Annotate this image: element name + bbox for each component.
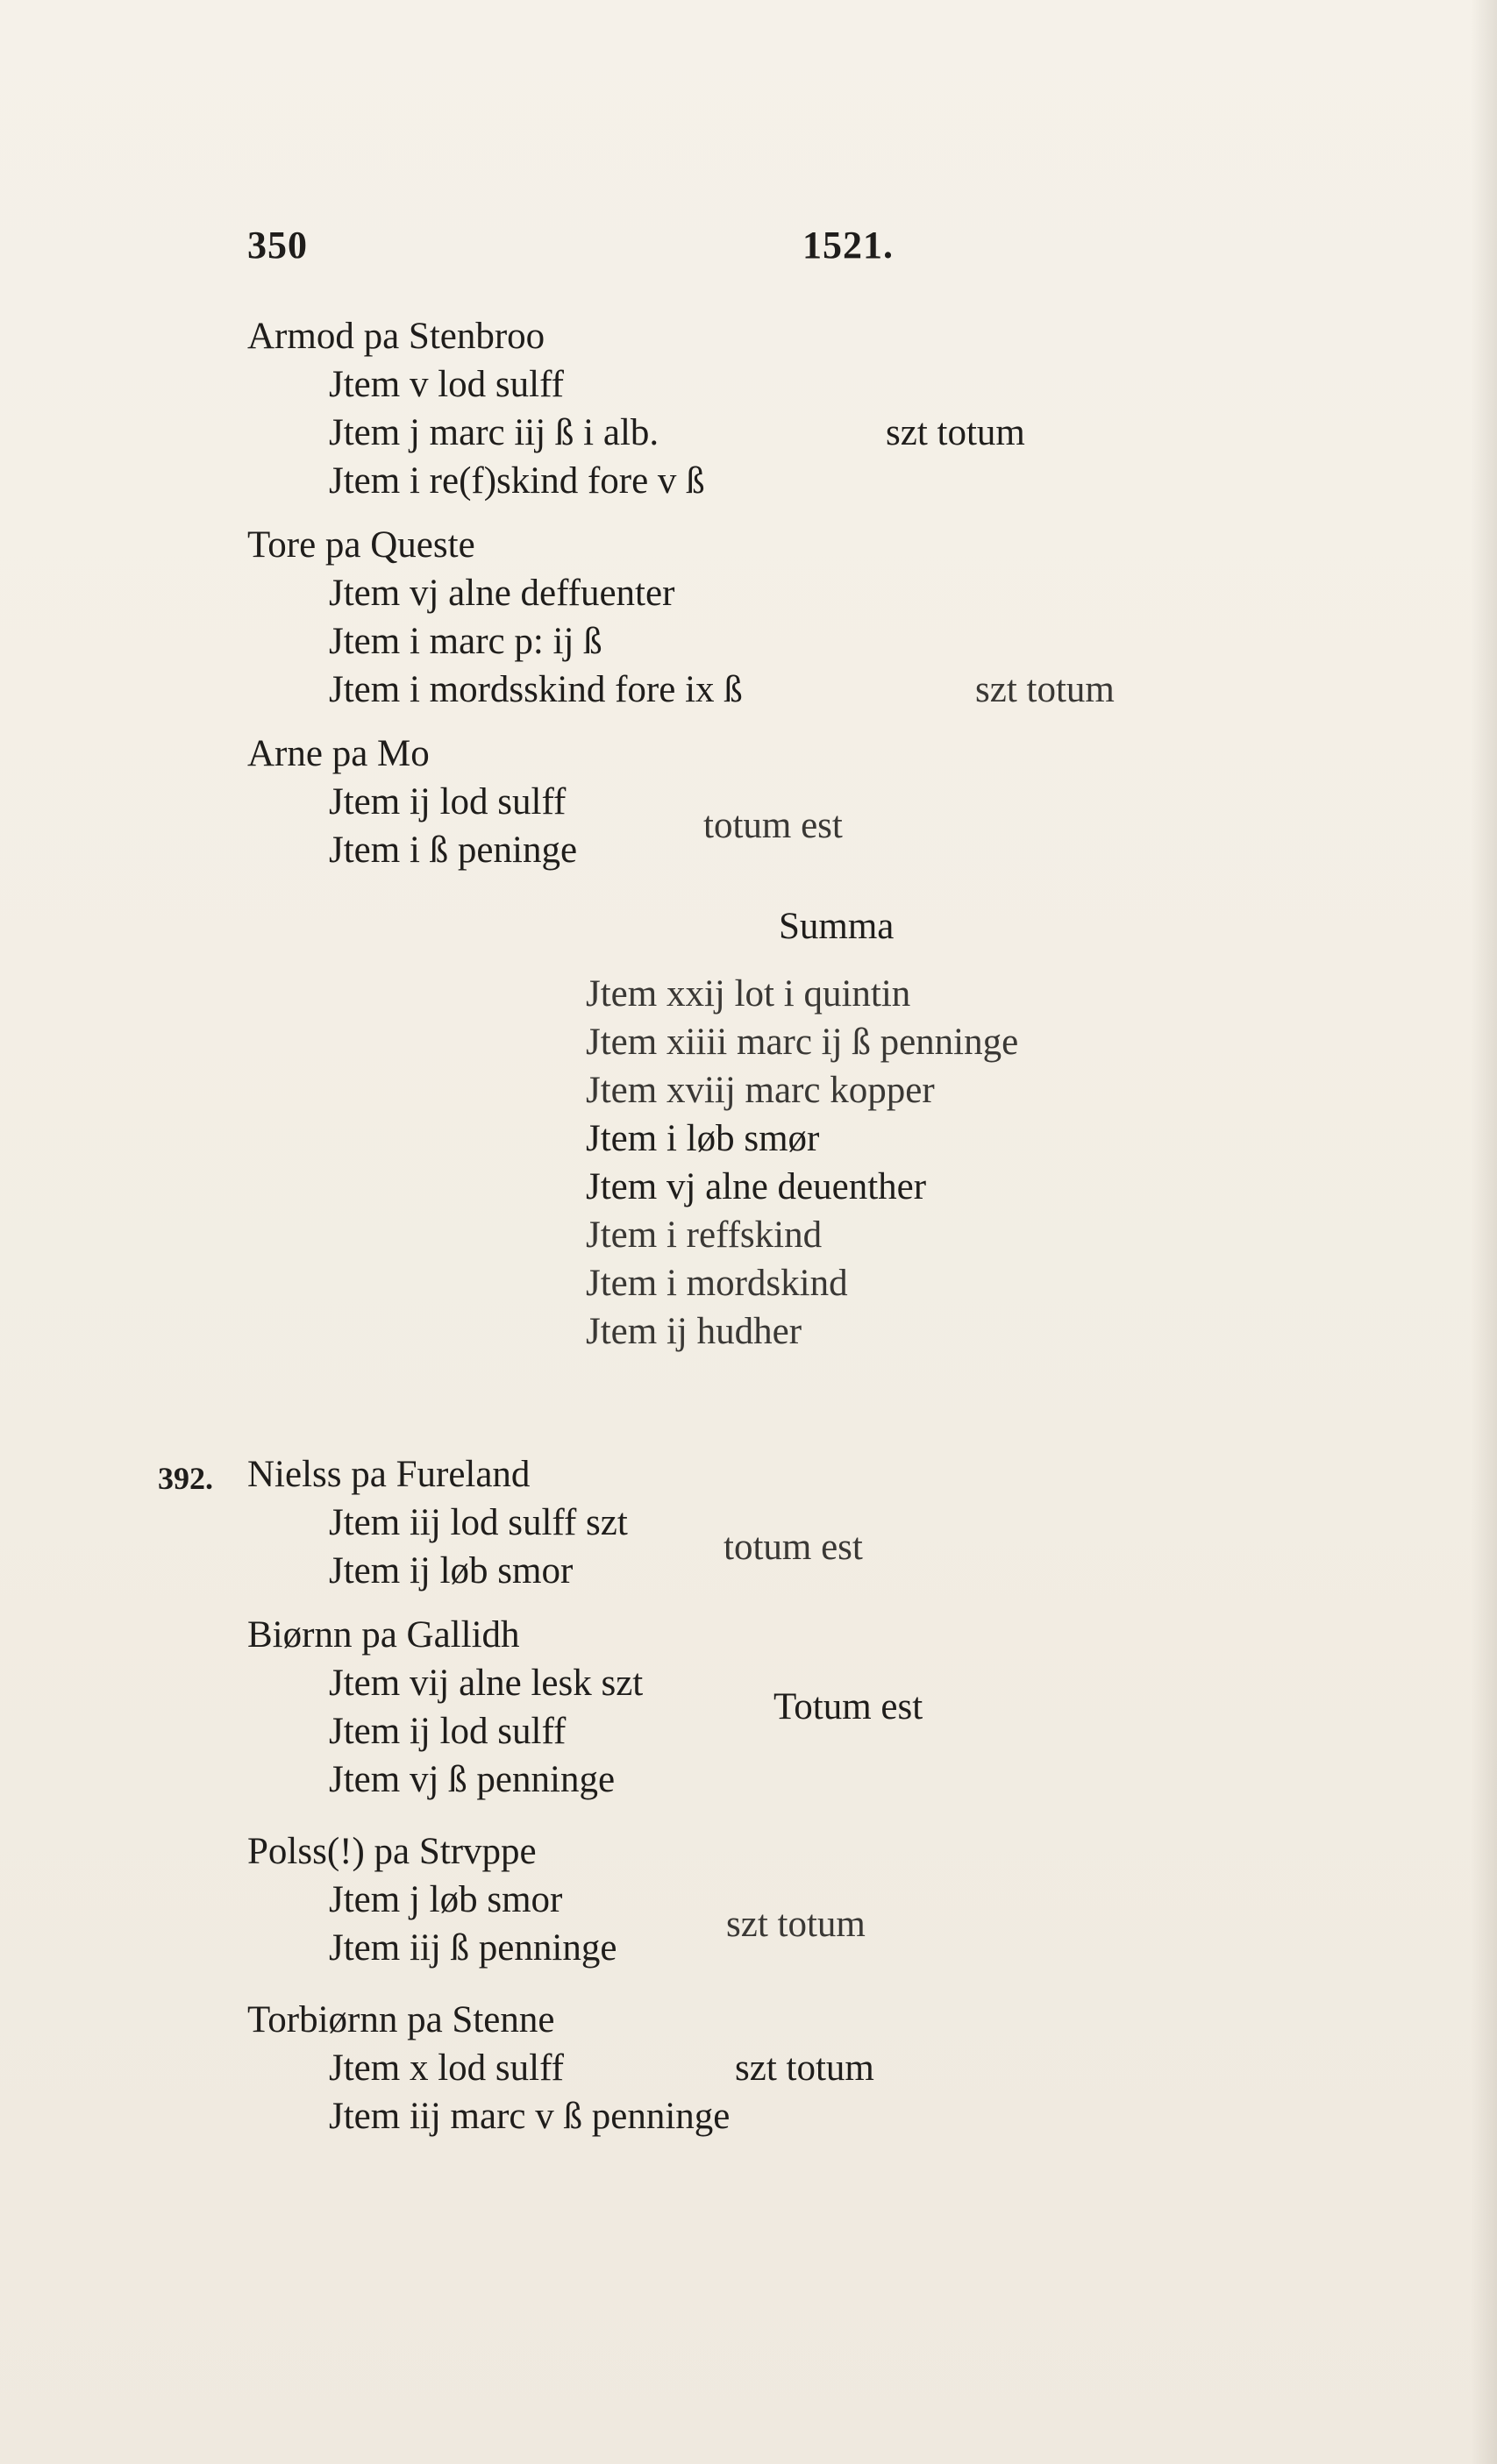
entry-name-biornn: Biørnn pa Gallidh bbox=[247, 1614, 520, 1656]
item-line: Jtem j løb smor bbox=[329, 1879, 563, 1920]
summa-line: Jtem i mordskind bbox=[586, 1263, 848, 1304]
entry-note: szt totum bbox=[735, 2047, 874, 2089]
item-line: Jtem iij lod sulff szt bbox=[329, 1502, 628, 1543]
item-line: Jtem v lod sulff bbox=[329, 364, 564, 405]
entry-number: 392. bbox=[158, 1461, 213, 1496]
entry-name-torbiornn: Torbiørnn pa Stenne bbox=[247, 1999, 555, 2040]
item-line: Jtem iij ß penninge bbox=[329, 1927, 617, 1969]
page-edge-shadow bbox=[1471, 0, 1497, 2464]
item-line: Jtem x lod sulff bbox=[329, 2047, 564, 2089]
item-line: Jtem vj alne deffuenter bbox=[329, 573, 675, 614]
entry-name-tore: Tore pa Queste bbox=[247, 524, 475, 566]
summa-line: Jtem vj alne deuenther bbox=[586, 1166, 927, 1207]
item-line: Jtem vj ß penninge bbox=[329, 1759, 616, 1800]
summa-line: Jtem i løb smør bbox=[586, 1118, 820, 1159]
item-line: Jtem i re(f)skind fore v ß bbox=[329, 460, 705, 502]
item-line: Jtem ij løb smor bbox=[329, 1550, 574, 1592]
item-line: Jtem ij lod sulff bbox=[329, 1711, 567, 1752]
summa-line: Jtem xiiii marc ij ß penninge bbox=[586, 1022, 1019, 1063]
entry-name-polss: Polss(!) pa Strvppe bbox=[247, 1831, 537, 1872]
entry-name-nielss: Nielss pa Fureland bbox=[247, 1454, 531, 1495]
summa-line: Jtem xviij marc kopper bbox=[586, 1070, 935, 1111]
summa-title: Summa bbox=[779, 906, 895, 947]
entry-note: szt totum bbox=[726, 1904, 866, 1945]
item-line: Jtem j marc iij ß i alb. bbox=[329, 412, 659, 453]
item-line: Jtem i ß peninge bbox=[329, 830, 578, 871]
entry-note: totum est bbox=[724, 1527, 863, 1568]
entry-note: totum est bbox=[703, 805, 843, 846]
entry-note: szt totum bbox=[975, 669, 1115, 710]
summa-line: Jtem i reffskind bbox=[586, 1214, 823, 1256]
item-line: Jtem i marc p: ij ß bbox=[329, 621, 602, 662]
entry-name-arne: Arne pa Mo bbox=[247, 733, 430, 774]
item-line: Jtem iij marc v ß penninge bbox=[329, 2096, 731, 2137]
summa-line: Jtem ij hudher bbox=[586, 1311, 802, 1352]
entry-note: szt totum bbox=[886, 412, 1025, 453]
item-line: Jtem ij lod sulff bbox=[329, 781, 567, 823]
item-line: Jtem i mordsskind fore ix ß bbox=[329, 669, 743, 710]
entry-name-armod: Armod pa Stenbroo bbox=[247, 316, 545, 357]
item-line: Jtem vij alne lesk szt bbox=[329, 1663, 644, 1704]
page-year: 1521. bbox=[802, 224, 894, 267]
entry-note: Totum est bbox=[773, 1686, 923, 1727]
summa-line: Jtem xxij lot i quintin bbox=[586, 973, 911, 1015]
page-number: 350 bbox=[247, 224, 308, 267]
